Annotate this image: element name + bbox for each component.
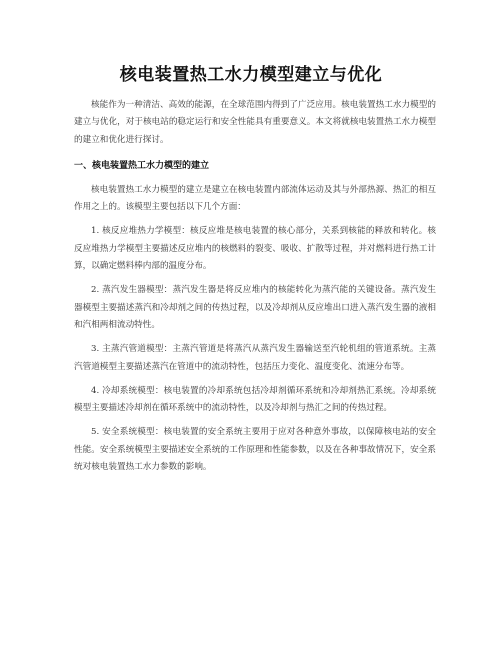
list-item: 3. 主蒸汽管道模型：主蒸汽管道是将蒸汽从蒸汽发生器输送至汽轮机组的管道系统。主蒸汽管道模型主要描述蒸汽在管道中的流动特性，包括压力变化、温度变化、流速分布等。 bbox=[74, 344, 436, 372]
list-item: 2. 蒸汽发生器模型：蒸汽发生器是将反应堆内的核能转化为蒸汽能的关键设备。蒸汽发生器模型主要描述蒸汽和冷却剂之间的传热过程，以及冷却剂从反应堆出口进入蒸汽发生器的液相和汽相两相流动特性。 bbox=[74, 285, 436, 330]
section-intro-paragraph: 核电装置热工水力模型的建立是建立在核电装置内部流体运动及其与外部热源、热汇的相互作用之上的。该模型主要包括以下几个方面： bbox=[74, 184, 436, 213]
list-item: 5. 安全系统模型：核电装置的安全系统主要用于应对各种意外事故，以保障核电站的安全性能。安全系统模型主要描述安全系统的工作原理和性能参数，以及在各种事故情况下，安全系统对核电装置热工水力参数的影响。 bbox=[74, 427, 436, 473]
list-item: 1. 核反应堆热力学模型：核反应堆是核电装置的核心部分，关系到核能的释放和转化。核反应堆热力学模型主要描述反应堆内的核燃料的裂变、吸收、扩散等过程，并对燃料进行热工计算，以确定燃料棒内部的温度分布。 bbox=[74, 226, 436, 272]
list-item: 4. 冷却系统模型：核电装置的冷却系统包括冷却剂循环系统和冷却剂热汇系统。冷却系统模型主要描述冷却剂在循环系统中的流动特性，以及冷却剂与热汇之间的传热过程。 bbox=[74, 385, 436, 414]
document-title: 核电装置热工水力模型建立与优化 bbox=[119, 65, 383, 85]
document-body bbox=[74, 97, 436, 476]
section-heading: 一、核电装置热工水力模型的建立 bbox=[74, 160, 210, 171]
intro-paragraph: 核能作为一种清洁、高效的能源，在全球范围内得到了广泛应用。核电装置热工水力模型的建立与优化，对于核电站的稳定运行和安全性能具有重要意义。本文将就核电装置热工水力模型的建立和优化进行探讨。 bbox=[74, 100, 436, 145]
